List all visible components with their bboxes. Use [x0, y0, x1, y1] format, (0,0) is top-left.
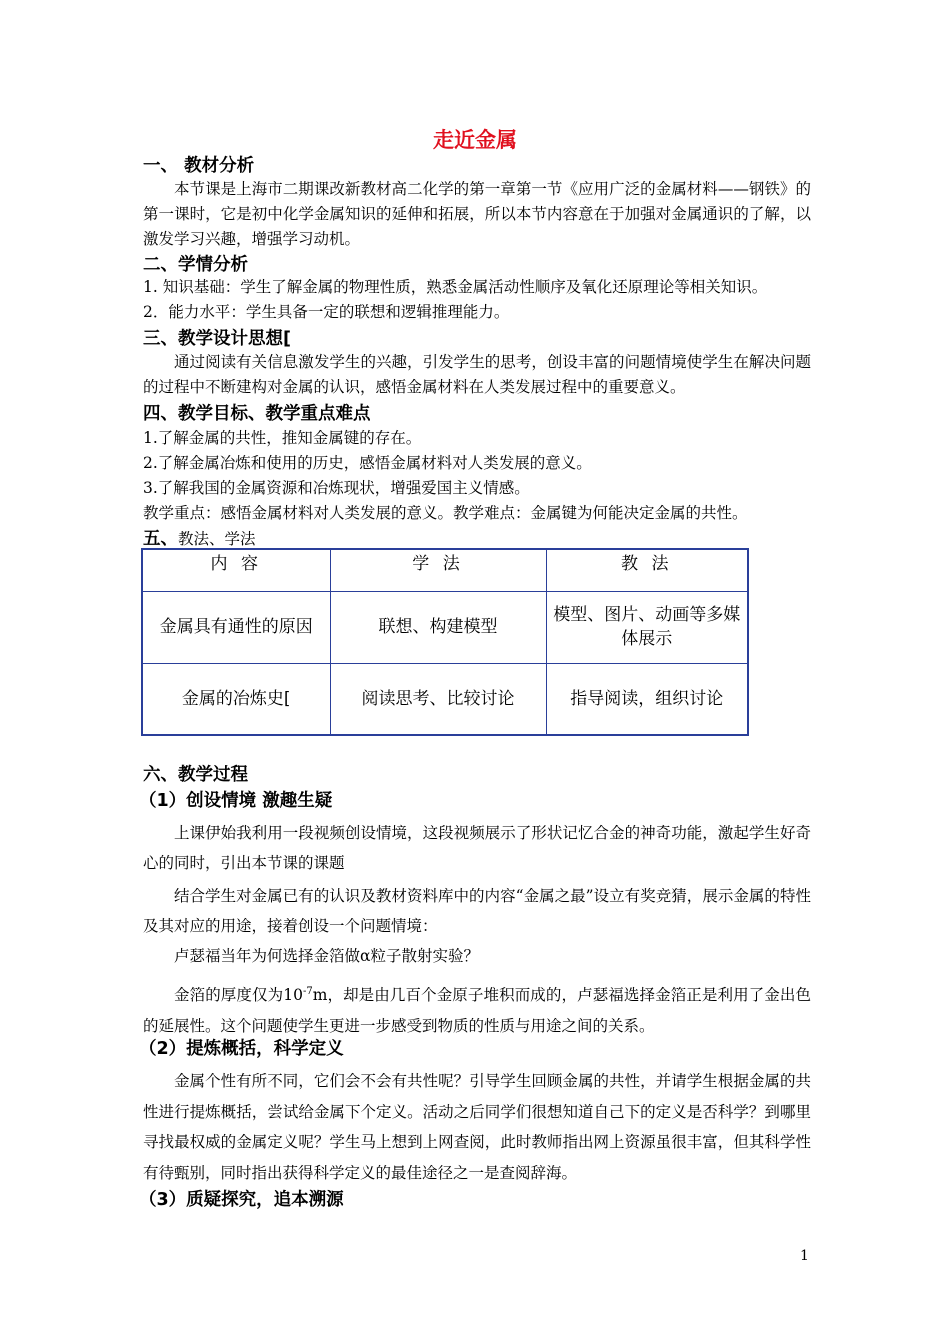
table-cell: 模型、图片、动画等多媒体展示 — [546, 591, 748, 663]
process-paragraph-2: 结合学生对金属已有的认识及教材资料库中的内容“金属之最”设立有奖竞猜，展示金属的特性及其对应的用途，接着创设一个问题情境： — [143, 887, 811, 935]
process-question: 卢瑟福当年为何选择金箔做α粒子散射实验？ — [174, 947, 479, 965]
subsection-1-heading: （1）创设情境 激趣生疑 — [139, 791, 333, 811]
gold-foil-text-b: m，却是由几百个金原子堆积而成的，卢瑟福选择金箔正是利用了金出色的延展性。这个问题使学生更进一步感受到物质的性质与用途之间的关系。 — [143, 986, 811, 1036]
section-1-paragraph: 本节课是上海市二期课改新教材高二化学的第一章第一节《应用广泛的金属材料——钢铁》的第一课时，它是初中化学金属知识的延伸和拓展，所以本节内容意在于加强对金属通识的了解，以激发学习兴趣，增强学习动机。 — [143, 180, 811, 248]
section-3-paragraph: 通过阅读有关信息激发学生的兴趣，引发学生的思考，创设丰富的问题情境使学生在解决问题的过程中不断建构对金属的认识，感悟金属材料在人类发展过程中的重要意义。 — [143, 353, 811, 396]
key-points: 教学重点：感悟金属材料对人类发展的意义。教学难点：金属键为何能决定金属的共性。 — [143, 504, 748, 522]
table-cell: 金属的冶炼史[ — [142, 663, 330, 735]
table-row — [142, 591, 748, 663]
section-5-heading — [143, 525, 256, 550]
page-number: 1 — [800, 1248, 809, 1264]
table-header-content: 内 容 — [142, 549, 330, 591]
document-title: 走近金属 — [433, 128, 517, 152]
table-row — [142, 663, 748, 735]
objective-3: 3.了解我国的金属资源和冶炼现状，增强爱国主义情感。 — [143, 479, 530, 497]
table-header-teaching: 教 法 — [546, 549, 748, 591]
section-3-heading: 三、教学设计思想[ — [143, 329, 291, 349]
section-2-line-1: 1. 知识基础：学生了解金属的物理性质，熟悉金属活动性顺序及氧化还原理论等相关知识。 — [143, 278, 768, 296]
methods-table — [141, 548, 749, 736]
section-1-heading: 一、 教材分析 — [143, 156, 255, 176]
section-6-heading: 六、教学过程 — [143, 765, 248, 785]
objective-2: 2.了解金属冶炼和使用的历史，感悟金属材料对人类发展的意义。 — [143, 454, 592, 472]
section-5-heading-text: 教法、学法 — [178, 530, 256, 548]
subsection-3-heading: （3）质疑探究，追本溯源 — [139, 1190, 344, 1210]
exponent: -7 — [302, 986, 313, 997]
subsection-2-heading: （2）提炼概括，科学定义 — [139, 1039, 344, 1059]
process-paragraph-1: 上课伊始我利用一段视频创设情境，这段视频展示了形状记忆合金的神奇功能，激起学生好奇心的同时，引出本节课的课题 — [143, 824, 811, 872]
gold-foil-text-a: 金箔的厚度仅为10 — [174, 986, 303, 1005]
table-header-learning: 学 法 — [330, 549, 546, 591]
process-paragraph-3 — [143, 976, 811, 1042]
objective-1: 1.了解金属的共性，推知金属键的存在。 — [143, 429, 422, 447]
table-cell: 联想、构建模型 — [330, 591, 546, 663]
table-cell: 指导阅读，组织讨论 — [546, 663, 748, 735]
table-cell: 阅读思考、比较讨论 — [330, 663, 546, 735]
section-2-line-2: 2．能力水平：学生具备一定的联想和逻辑推理能力。 — [143, 303, 510, 321]
section-4-heading: 四、教学目标、教学重点难点 — [143, 404, 371, 424]
section-2-heading: 二、学情分析 — [143, 255, 248, 275]
table-cell: 金属具有通性的原因 — [142, 591, 330, 663]
section-5-heading-number: 五、 — [143, 529, 178, 549]
process-paragraph-4: 金属个性有所不同，它们会不会有共性呢？引导学生回顾金属的共性，并请学生根据金属的共性进行提炼概括，尝试给金属下个定义。活动之后同学们很想知道自己下的定义是否科学？到哪里寻找最权威的金属定义呢？学生马上想到上网查阅，此时教师指出网上资源虽很丰富，但其科学性有待甄别，同时指出获得科学定义的最佳途径之一是查阅辞海。 — [143, 1072, 811, 1182]
